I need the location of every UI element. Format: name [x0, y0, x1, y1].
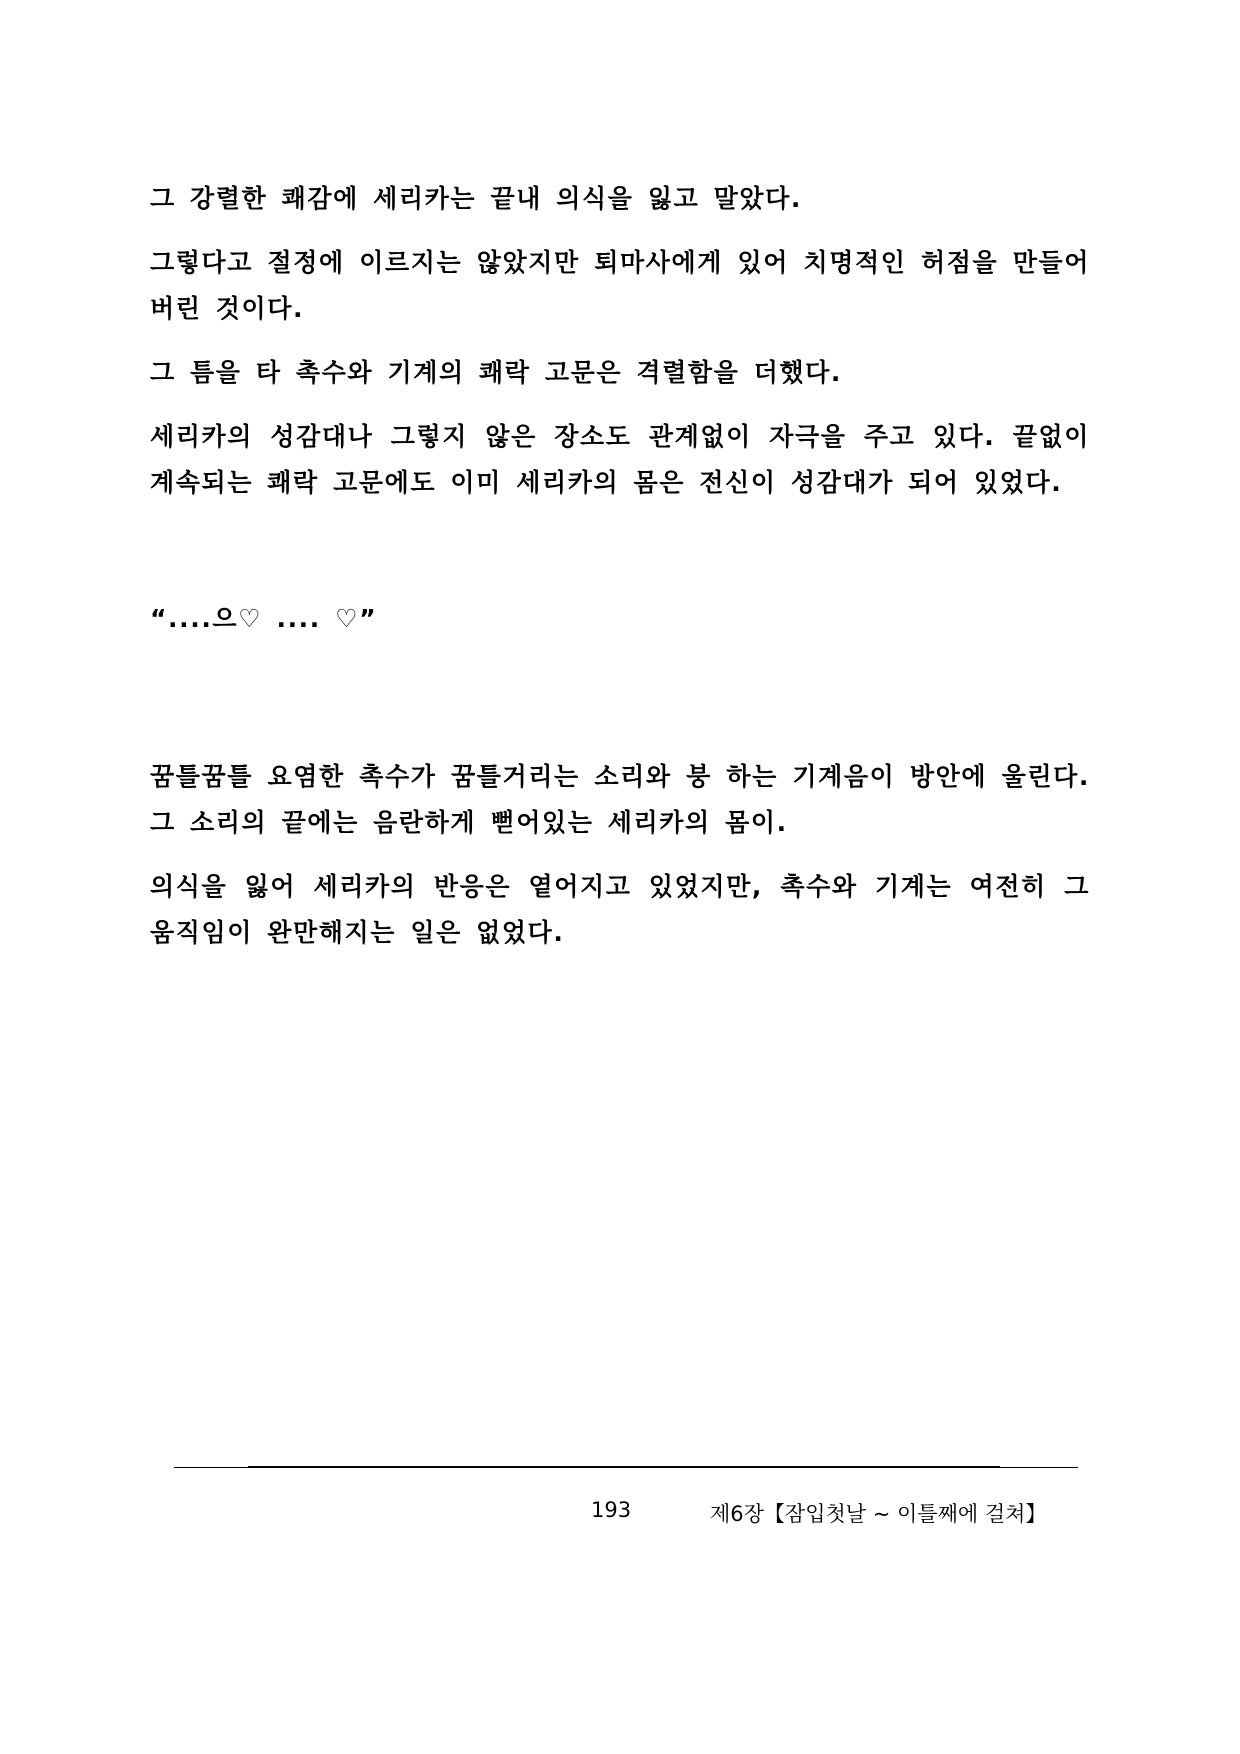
dialogue-line: “....으♡ .... ♡”: [150, 604, 378, 633]
paragraph-3: 그 틈을 타 촉수와 기계의 쾌락 고문은 격렬함을 더했다.: [150, 358, 843, 387]
paragraph-6: 의식을 잃어 세리카의 반응은 옅어지고 있었지만, 촉수와 기계는 여전히 그 움직임이 완만해지는 일은 없었다.: [150, 872, 1090, 947]
paragraph-5: 꿈틀꿈틀 요염한 촉수가 꿈틀거리는 소리와 붕 하는 기계음이 방안에 울린다. 그 소리의 끝에는 음란하게 뻗어있는 세리카의 몸이.: [150, 762, 1090, 837]
footer-rule-accent: [248, 1466, 1000, 1468]
page-footer: [0, 1498, 1240, 1528]
body-text: [150, 176, 1090, 974]
paragraph-1: 그 강렬한 쾌감에 세리카는 끝내 의식을 잃고 말았다.: [150, 184, 802, 213]
page-number: 193: [591, 1498, 632, 1522]
paragraph-4: 세리카의 성감대나 그렇지 않은 장소도 관계없이 자극을 주고 있다. 끝없이 계속되는 쾌락 고문에도 이미 세리카의 몸은 전신이 성감대가 되어 있었다.: [150, 422, 1090, 497]
chapter-title: 제6장【잠입첫날 ~ 이틀째에 걸쳐】: [710, 1502, 1047, 1526]
paragraph-2: 그렇다고 절정에 이르지는 않았지만 퇴마사에게 있어 치명적인 허점을 만들어 버린 것이다.: [150, 248, 1090, 323]
